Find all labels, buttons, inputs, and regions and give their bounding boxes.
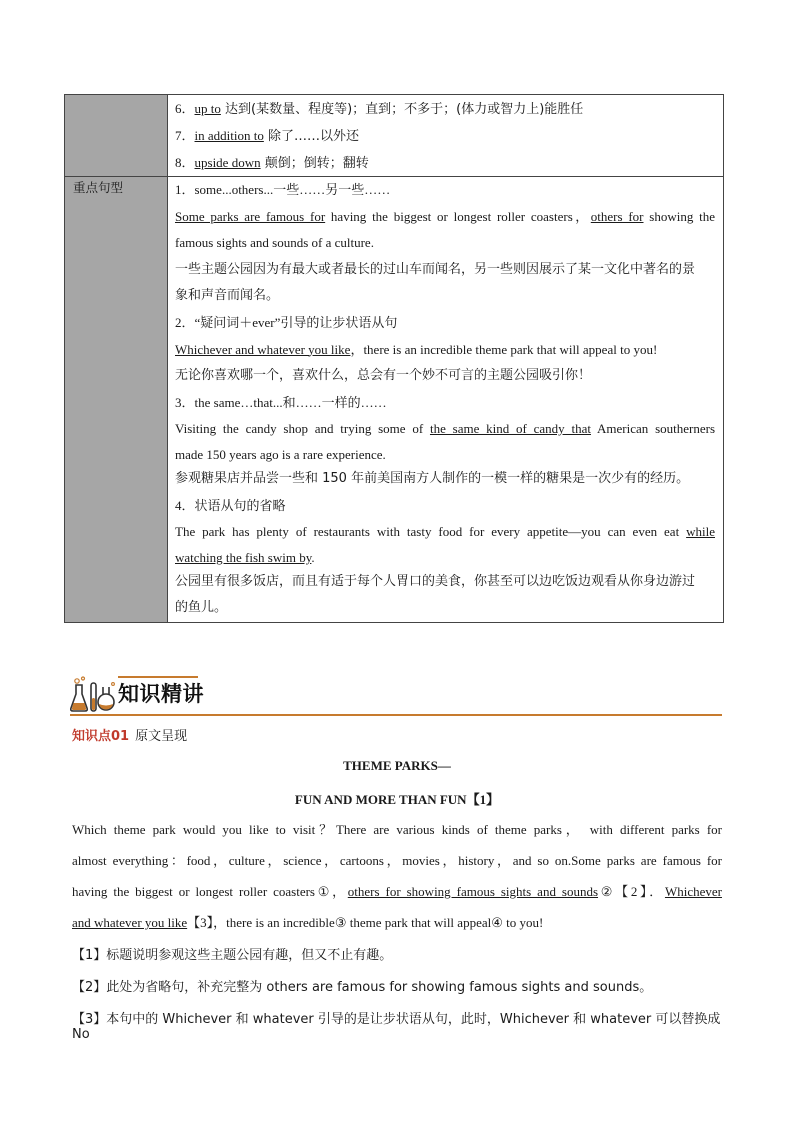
- sentence-patterns-cell: [168, 177, 724, 623]
- article-line-1: Which theme park would you like to visit？There are various kinds of theme parks， with different parks for: [72, 822, 722, 837]
- pattern-2-translation: 无论你喜欢哪一个，喜欢什么，总会有一个妙不可言的主题公园吸引你！: [175, 368, 592, 384]
- phrase-item-6: 6．up to 达到(某数量、程度等)；直到；不多于；(体力或智力上)能胜任: [175, 101, 584, 117]
- pattern-1-translation-cont: 象和声音而闻名。: [175, 288, 280, 304]
- section-header: [70, 672, 722, 716]
- section-title: 知识精讲: [118, 682, 204, 706]
- article-line-3: having the biggest or longest roller coasters①，others for showing famous sights and sounds②【2】．Whichever: [72, 884, 722, 899]
- note-3: 【3】本句中的 Whichever 和 whatever 引导的是让步状语从句，此时，Whichever 和 whatever 可以替换成 No: [72, 1012, 721, 1042]
- pattern-4-translation-cont: 的鱼儿。: [175, 600, 228, 616]
- knowledge-point-number: 知识点01: [72, 729, 130, 744]
- pattern-3-example: Visiting the candy shop and trying some of the same kind of candy that American southerners: [175, 421, 715, 437]
- pattern-4-translation: 公园里有很多饭店，而且有适于每个人胃口的美食，你甚至可以边吃饭边观看从你身边游过: [175, 573, 696, 589]
- phrase-item-8: 8．upside down 颠倒；倒转；翻转: [175, 155, 369, 171]
- pattern-1-heading: 1．some...others...一些……另一些……: [175, 182, 391, 197]
- note-1: 【1】标题说明参观这些主题公园有趣，但又不止有趣。: [72, 948, 393, 963]
- header-rule: [70, 714, 722, 716]
- key-content-table: [64, 94, 724, 623]
- phrase-item-7: 7．in addition to 除了……以外还: [175, 128, 359, 144]
- pattern-1-example: Some parks are famous for having the biggest or longest roller coasters，others for showing the: [175, 208, 715, 224]
- pattern-3-example-cont: made 150 years ago is a rare experience.: [175, 446, 386, 462]
- note-2: 【2】此处为省略句，补充完整为 others are famous for showing famous sights and sounds。: [72, 980, 653, 995]
- pattern-2-example: Whichever and whatever you like，there is an incredible theme park that will appeal to you!: [175, 341, 658, 357]
- pattern-3-translation: 参观糖果店并品尝一些和 150 年前美国南方人制作的一模一样的糖果是一次少有的经历。: [175, 470, 690, 486]
- article-subtitle: FUN AND MORE THAN FUN【1】: [294, 792, 500, 807]
- phrases-label-cell: [65, 95, 168, 177]
- knowledge-point-title: 原文呈现: [135, 729, 188, 744]
- circled-number-3: ③: [334, 915, 347, 930]
- pattern-2-heading: 2．“疑问词＋ever”引导的让步状语从句: [175, 314, 398, 330]
- article-body: [72, 814, 722, 938]
- circled-number-2: ②: [598, 884, 616, 899]
- circled-number-1: ①: [314, 884, 333, 899]
- pattern-4-example-cont: watching the fish swim by.: [175, 549, 315, 565]
- circled-number-4: ④: [491, 915, 503, 930]
- pattern-4-example: The park has plenty of restaurants with tasty food for every appetite—you can even eat while: [175, 524, 715, 540]
- phrases-cell: [168, 95, 724, 177]
- sentence-patterns-row: [65, 177, 724, 623]
- knowledge-point-heading: [72, 725, 187, 744]
- lab-flask-icon: [70, 676, 118, 712]
- pattern-1-translation: 一些主题公园因为有最大或者最长的过山车而闻名，另一些则因展示了某一文化中著名的景: [175, 261, 696, 277]
- pattern-4-heading: 4．状语从句的省略: [175, 497, 286, 513]
- pattern-3-heading: 3．the same…that...和……一样的……: [175, 394, 387, 410]
- pattern-1-example-cont: famous sights and sounds of a culture.: [175, 235, 374, 251]
- sentence-patterns-label: 重点句型: [65, 177, 168, 623]
- phrases-row: [65, 95, 724, 177]
- article-title: THEME PARKS—: [343, 758, 451, 773]
- article-line-2: almost everything：food，culture，science，cartoons，movies，history，and so on.Some parks are famous for: [72, 853, 722, 868]
- article-line-4: and whatever you like【3】，there is an incredible③ theme park that will appeal④ to you!: [72, 915, 544, 930]
